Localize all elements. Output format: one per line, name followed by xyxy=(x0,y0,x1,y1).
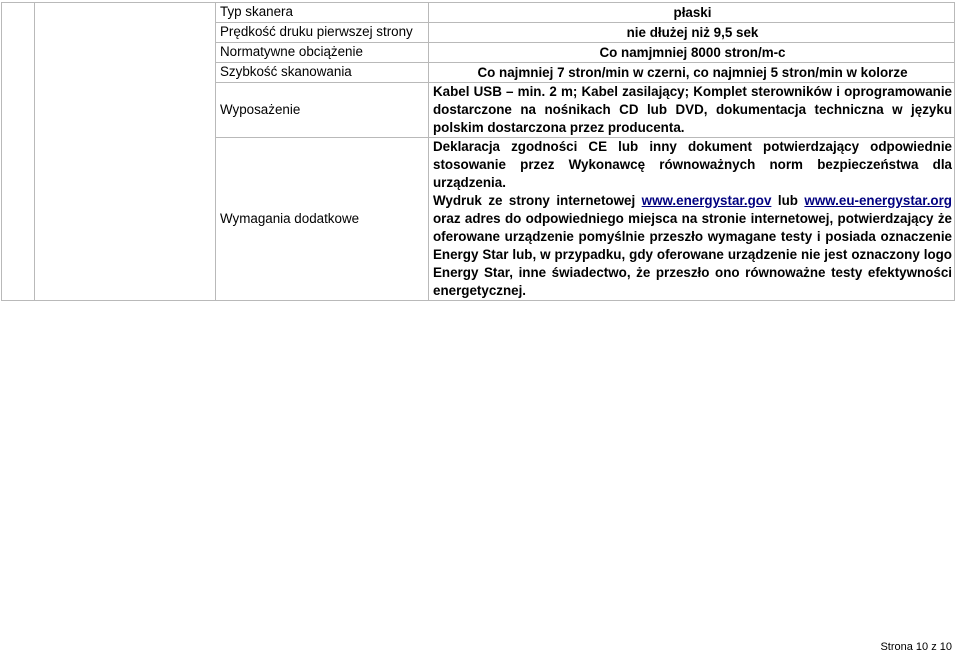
label-equipment: Wyposażenie xyxy=(216,83,429,138)
table-row xyxy=(2,3,955,23)
label-scanner-type: Typ skanera xyxy=(216,3,429,23)
energystar-gov-link[interactable]: www.energystar.gov xyxy=(641,193,772,208)
link-separator: lub xyxy=(771,193,805,208)
value-additional xyxy=(429,138,955,301)
energystar-prefix: Wydruk ze strony internetowej xyxy=(433,193,642,208)
value-equipment: Kabel USB – min. 2 m; Kabel zasilający; Komplet sterowników i oprogramowanie dostarczone na nośnikach CD lub DVD, dokumentacja techniczna w języku polskim dostarczona przez producenta. xyxy=(429,83,955,138)
spec-table xyxy=(1,2,955,301)
label-duty-cycle: Normatywne obciążenie xyxy=(216,43,429,63)
empty-cell xyxy=(35,3,216,301)
value-scanner-type: płaski xyxy=(429,3,955,23)
empty-cell xyxy=(2,3,35,301)
value-duty-cycle: Co namjmniej 8000 stron/m-c xyxy=(429,43,955,63)
value-first-page-speed: nie dłużej niż 9,5 sek xyxy=(429,23,955,43)
label-first-page-speed: Prędkość druku pierwszej strony xyxy=(216,23,429,43)
label-scan-speed: Szybkość skanowania xyxy=(216,63,429,83)
value-scan-speed: Co najmniej 7 stron/min w czerni, co najmniej 5 stron/min w kolorze xyxy=(429,63,955,83)
eu-energystar-link[interactable]: www.eu-energystar.org xyxy=(804,193,952,208)
additional-paragraph-energystar-intro xyxy=(433,192,952,210)
page-number: Strona 10 z 10 xyxy=(880,641,952,653)
label-additional: Wymagania dodatkowe xyxy=(216,138,429,301)
additional-paragraph-ce: Deklaracja zgodności CE lub inny dokument potwierdzający odpowiednie stosowanie przez Wykonawcę równoważnych norm bezpieczeństwa dla urządzenia. xyxy=(433,139,952,190)
additional-paragraph-energystar-body: oraz adres do odpowiedniego miejsca na stronie internetowej, potwierdzający że oferowane urządzenie pomyślnie przeszło wymagane testy i posiada oznaczenie Energy Star lub, w przypadku, gdy oferowane urządzenie nie jest oznaczony logo Energy Star, inne świadectwo, że przeszło ono równoważne testy efektywności energetycznej. xyxy=(433,211,952,298)
